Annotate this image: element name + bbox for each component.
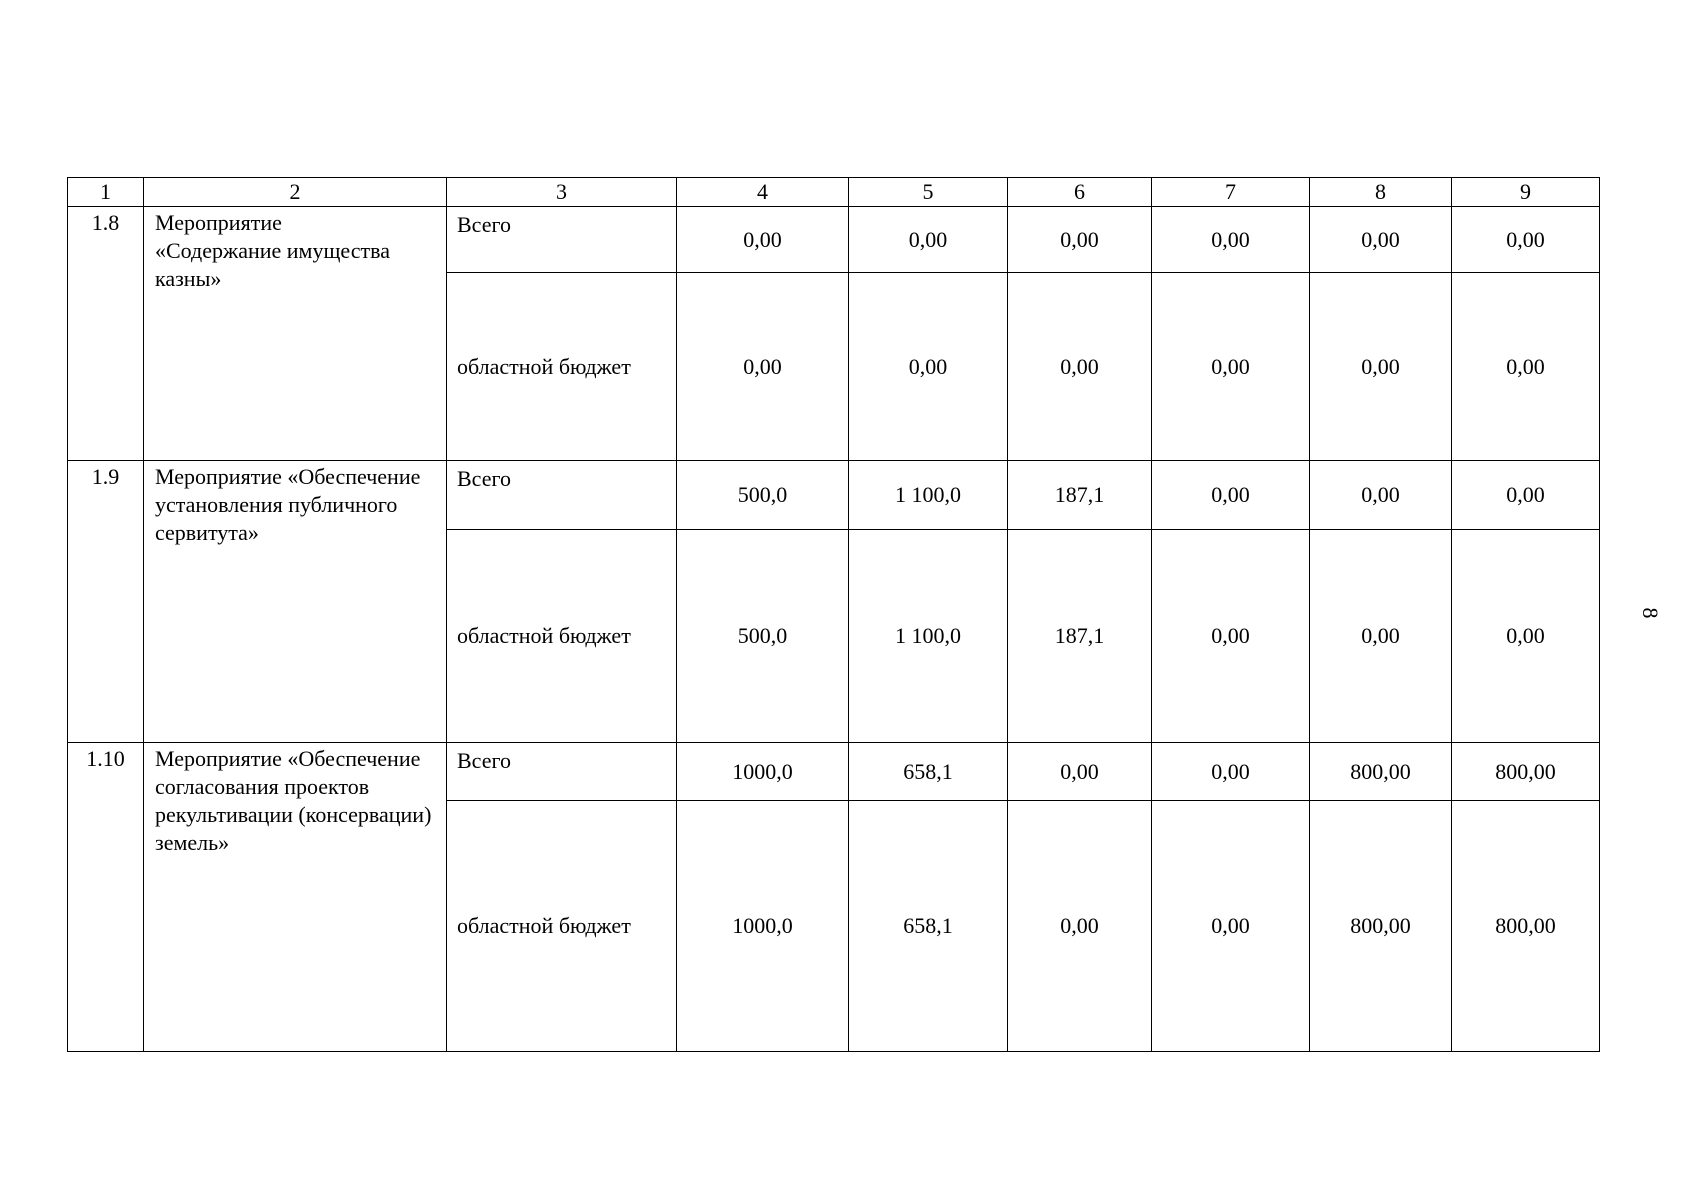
value-cell: 187,1 xyxy=(1008,461,1152,530)
funding-source-total: Всего xyxy=(447,461,677,530)
value-cell: 0,00 xyxy=(1152,461,1310,530)
page-number: 8 xyxy=(1638,607,1663,619)
column-header: 8 xyxy=(1310,178,1452,207)
funding-source-total: Всего xyxy=(447,743,677,801)
funding-source-regional: областной бюджет xyxy=(447,530,677,743)
value-cell: 800,00 xyxy=(1310,801,1452,1052)
value-cell: 0,00 xyxy=(1310,207,1452,273)
value-cell: 0,00 xyxy=(1008,207,1152,273)
row-number: 1.8 xyxy=(68,207,144,461)
value-cell: 800,00 xyxy=(1452,743,1600,801)
table-header-row xyxy=(68,178,1600,207)
value-cell: 1 100,0 xyxy=(849,461,1008,530)
value-cell: 800,00 xyxy=(1452,801,1600,1052)
measure-name: Мероприятие «Обеспечение согласования проектов рекультивации (консервации) земель» xyxy=(144,743,447,1052)
table-row xyxy=(68,207,1600,273)
value-cell: 0,00 xyxy=(1452,273,1600,461)
value-cell: 1000,0 xyxy=(677,743,849,801)
value-cell: 500,0 xyxy=(677,461,849,530)
value-cell: 0,00 xyxy=(677,207,849,273)
column-header: 2 xyxy=(144,178,447,207)
value-cell: 0,00 xyxy=(1008,743,1152,801)
value-cell: 0,00 xyxy=(1452,530,1600,743)
value-cell: 658,1 xyxy=(849,801,1008,1052)
value-cell: 800,00 xyxy=(1310,743,1452,801)
row-number: 1.10 xyxy=(68,743,144,1052)
value-cell: 0,00 xyxy=(1310,461,1452,530)
table-row xyxy=(68,743,1600,801)
value-cell: 0,00 xyxy=(1152,207,1310,273)
column-header: 4 xyxy=(677,178,849,207)
measure-name: Мероприятие «Обеспечение установления публичного сервитута» xyxy=(144,461,447,743)
value-cell: 500,0 xyxy=(677,530,849,743)
value-cell: 0,00 xyxy=(1008,273,1152,461)
column-header: 6 xyxy=(1008,178,1152,207)
value-cell: 0,00 xyxy=(1152,273,1310,461)
value-cell: 0,00 xyxy=(1452,207,1600,273)
budget-table xyxy=(67,177,1600,1052)
value-cell: 187,1 xyxy=(1008,530,1152,743)
column-header: 3 xyxy=(447,178,677,207)
value-cell: 1 100,0 xyxy=(849,530,1008,743)
column-header: 9 xyxy=(1452,178,1600,207)
measure-name: Мероприятие «Содержание имущества казны» xyxy=(144,207,447,461)
value-cell: 0,00 xyxy=(677,273,849,461)
value-cell: 0,00 xyxy=(849,207,1008,273)
funding-source-regional: областной бюджет xyxy=(447,273,677,461)
value-cell: 0,00 xyxy=(1452,461,1600,530)
value-cell: 0,00 xyxy=(1152,530,1310,743)
value-cell: 0,00 xyxy=(849,273,1008,461)
funding-source-total: Всего xyxy=(447,207,677,273)
table-row xyxy=(68,461,1600,530)
column-header: 7 xyxy=(1152,178,1310,207)
value-cell: 0,00 xyxy=(1152,801,1310,1052)
value-cell: 0,00 xyxy=(1310,530,1452,743)
value-cell: 0,00 xyxy=(1310,273,1452,461)
value-cell: 0,00 xyxy=(1008,801,1152,1052)
funding-source-regional: областной бюджет xyxy=(447,801,677,1052)
row-number: 1.9 xyxy=(68,461,144,743)
column-header: 5 xyxy=(849,178,1008,207)
value-cell: 0,00 xyxy=(1152,743,1310,801)
value-cell: 658,1 xyxy=(849,743,1008,801)
value-cell: 1000,0 xyxy=(677,801,849,1052)
column-header: 1 xyxy=(68,178,144,207)
